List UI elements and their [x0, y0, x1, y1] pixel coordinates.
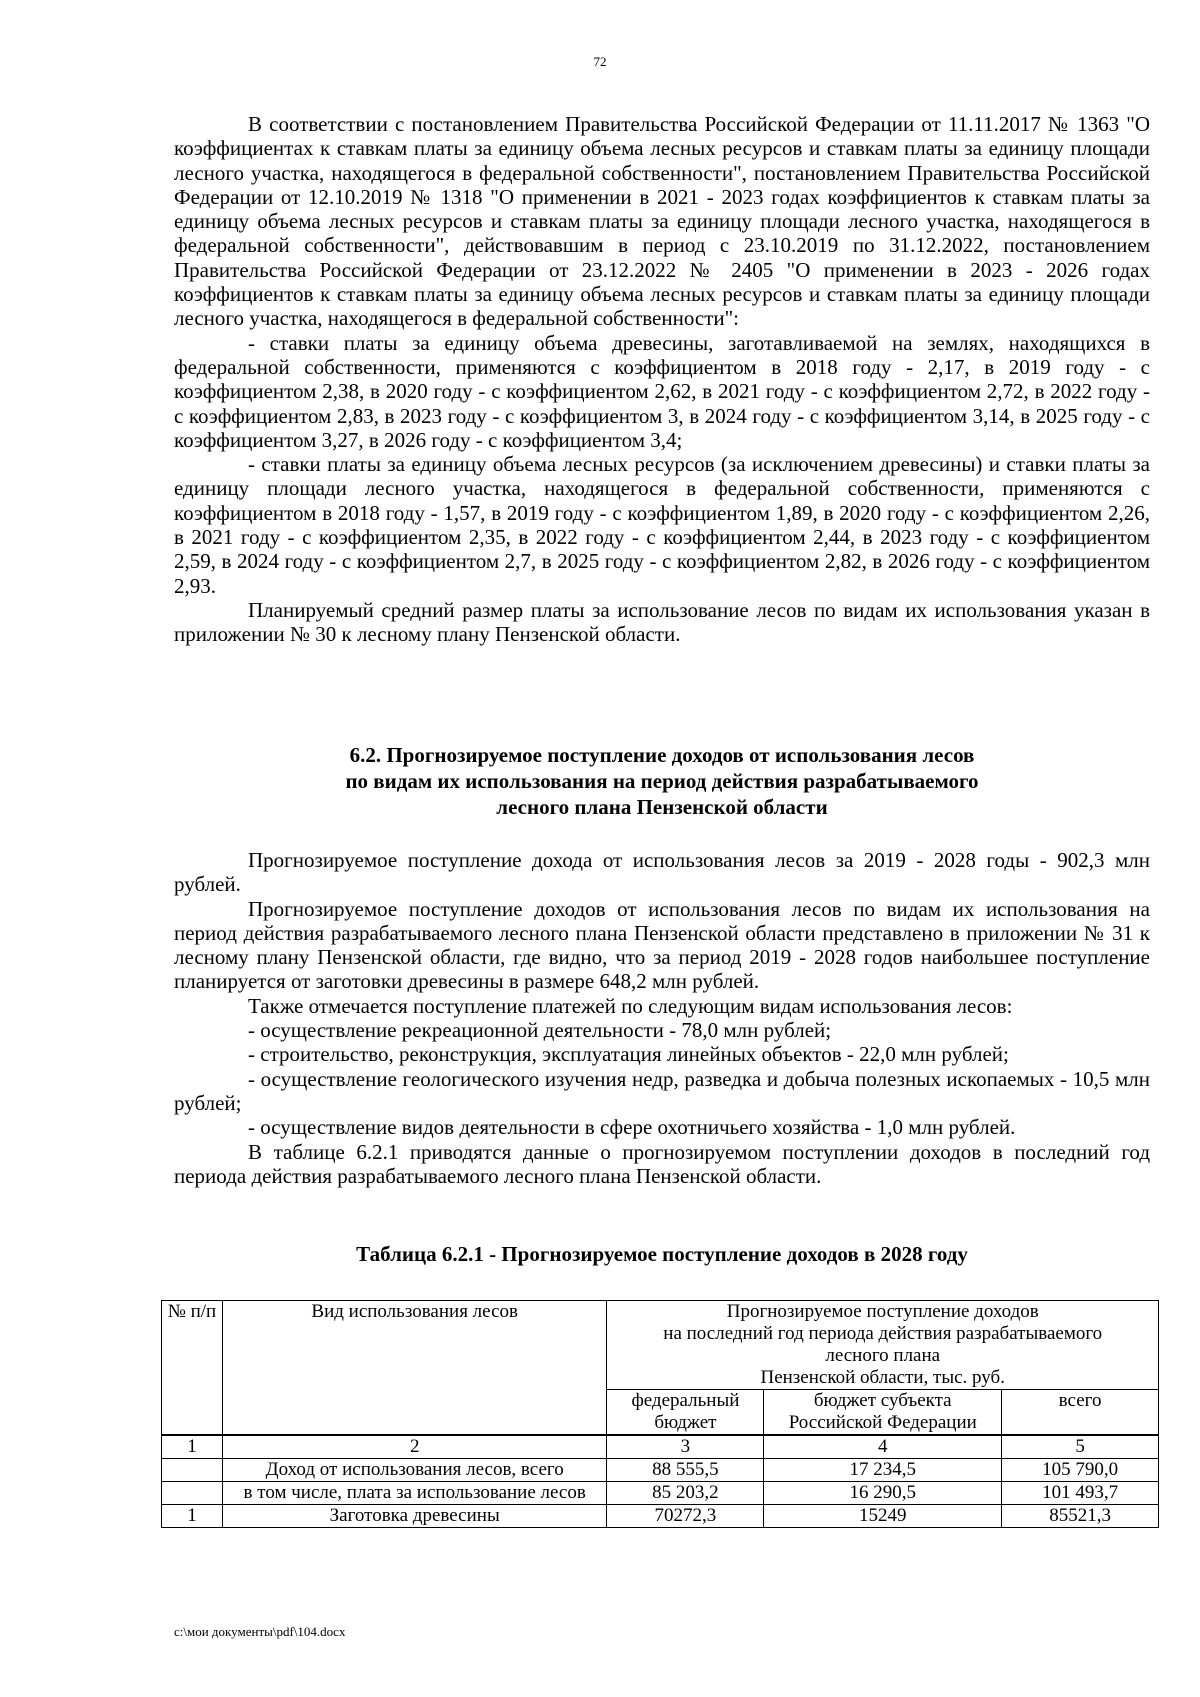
paragraph: В соответствии с постановлением Правительства Российской Федерации от 11.11.2017 № 1363 "О коэффициентах к ставкам платы за единицу объема лесных ресурсов и ставкам платы за единицу площади лесного участка, находящегося в федеральной собственности", постановлением Правительства Российской Федерации от 12.10.2019 № 1318 "О применении в 2021 - 2023 годах коэффициентов к ставкам платы за единицу объема лесных ресурсов и ставкам платы за единицу площади лесного участка, находящегося в федеральной собственности", действовавшим в период с 23.10.2019 по 31.12.2022, постановлением Правительства Российской Федерации от 23.12.2022 № 2405 "О применении в 2023 - 2026 годах коэффициентов к ставкам платы за единицу объема лесных ресурсов и ставкам платы за единицу площади лесного участка, находящегося в федеральной собственности": — [174, 112, 1150, 331]
row-name: в том числе, плата за использование лесов — [222, 1482, 607, 1505]
paragraph: Прогнозируемое поступление дохода от использования лесов за 2019 - 2028 годы - 902,3 млн рублей. — [174, 848, 1150, 897]
section-intro-text — [174, 112, 1150, 647]
heading-line: лесного плана Пензенской области — [496, 795, 828, 819]
row-name: Заготовка древесины — [222, 1505, 607, 1528]
paragraph: В таблице 6.2.1 приводятся данные о прогнозируемом поступлении доходов в последний год периода действия разрабатываемого лесного плана Пензенской области. — [174, 1139, 1150, 1188]
header-group-line: Прогнозируемое поступление доходов — [726, 1301, 1039, 1322]
row-num: 1 — [162, 1505, 223, 1528]
file-path-footer: c:\мои документы\pdf\104.docx — [174, 1624, 346, 1639]
heading-line: 6.2. Прогнозируемое поступление доходов от использования лесов — [349, 743, 975, 767]
row-regional: 15249 — [764, 1505, 1002, 1528]
column-number: 3 — [607, 1435, 764, 1459]
revenue-table — [161, 1300, 1159, 1528]
column-number-row — [162, 1435, 1159, 1459]
row-total: 85521,3 — [1002, 1505, 1159, 1528]
row-num — [162, 1482, 223, 1505]
header-group-line: лесного плана — [825, 1345, 941, 1366]
paragraph: - строительство, реконструкция, эксплуатация линейных объектов - 22,0 млн рублей; — [248, 1042, 1009, 1067]
row-num — [162, 1459, 223, 1482]
heading-line: по видам их использования на период действия разрабатываемого — [345, 769, 979, 793]
paragraph: - осуществление видов деятельности в сфере охотничьего хозяйства - 1,0 млн рублей. — [248, 1115, 1016, 1140]
paragraph: - осуществление геологического изучения недр, разведка и добыча полезных ископаемых - 10,5 млн рублей; — [174, 1066, 1150, 1115]
column-number: 4 — [764, 1435, 1002, 1459]
row-total: 101 493,7 — [1002, 1482, 1159, 1505]
header-regional: бюджет субъекта Российской Федерации — [764, 1390, 1002, 1436]
paragraph: - ставки платы за единицу объема лесных ресурсов (за исключением древесины) и ставки платы за единицу площади лесного участка, находящегося в федеральной собственности, применяются с коэффициентом в 2018 году - 1,57, в 2019 году - с коэффициентом 1,89, в 2020 году - с коэффициентом 2,26, в 2021 году - с коэффициентом 2,35, в 2022 году - с коэффициентом 2,44, в 2023 году - с коэффициентом 2,59, в 2024 году - с коэффициентом 2,7, в 2025 году - с коэффициентом 2,82, в 2026 году - с коэффициентом 2,93. — [174, 452, 1150, 598]
section-heading-6-2 — [174, 742, 1150, 820]
table-row — [162, 1482, 1159, 1505]
column-number: 5 — [1002, 1435, 1159, 1459]
paragraph: Прогнозируемое поступление доходов от использования лесов по видам их использования на период действия разрабатываемого лесного плана Пензенской области представлено в приложении № 31 к лесному плану Пензенской области, где видно, что за период 2019 - 2028 годов наибольшее поступление планируется от заготовки древесины в размере 648,2 млн рублей. — [174, 896, 1150, 994]
header-group-line: на последний год периода действия разрабатываемого — [663, 1323, 1103, 1344]
header-federal: федеральный бюджет — [607, 1390, 764, 1436]
paragraph: - осуществление рекреационной деятельности - 78,0 млн рублей; — [248, 1018, 832, 1043]
column-number: 2 — [222, 1435, 607, 1459]
row-regional: 16 290,5 — [764, 1482, 1002, 1505]
row-total: 105 790,0 — [1002, 1459, 1159, 1482]
header-num: № п/п — [162, 1301, 223, 1436]
row-name: Доход от использования лесов, всего — [222, 1459, 607, 1482]
column-number: 1 — [162, 1435, 223, 1459]
table-row — [162, 1505, 1159, 1528]
row-federal: 85 203,2 — [607, 1482, 764, 1505]
header-total: всего — [1002, 1390, 1159, 1436]
header-group-line: Пензенской области, тыс. руб. — [760, 1367, 1005, 1388]
header-type: Вид использования лесов — [222, 1301, 607, 1436]
section-6-2-text — [174, 848, 1150, 1188]
row-federal: 70272,3 — [607, 1505, 764, 1528]
paragraph: Планируемый средний размер платы за использование лесов по видам их использования указан в приложении № 30 к лесному плану Пензенской области. — [174, 597, 1150, 647]
page-number: 72 — [593, 54, 607, 69]
paragraph: Также отмечается поступление платежей по следующим видам использования лесов: — [248, 993, 1013, 1018]
table-title: Таблица 6.2.1 - Прогнозируемое поступление доходов в 2028 году — [356, 1242, 968, 1266]
row-federal: 88 555,5 — [607, 1459, 764, 1482]
table-row — [162, 1459, 1159, 1482]
table-header-row — [162, 1301, 1159, 1390]
row-regional: 17 234,5 — [764, 1459, 1002, 1482]
paragraph: - ставки платы за единицу объема древесины, заготавливаемой на землях, находящихся в федеральной собственности, применяются с коэффициентом в 2018 году - 2,17, в 2019 году - с коэффициентом 2,38, в 2020 году - с коэффициентом 2,62, в 2021 году - с коэффициентом 2,72, в 2022 году - с коэффициентом 2,83, в 2023 году - с коэффициентом 3, в 2024 году - с коэффициентом 3,14, в 2025 году - с коэффициентом 3,27, в 2026 году - с коэффициентом 3,4; — [174, 330, 1150, 452]
header-group — [607, 1301, 1159, 1390]
